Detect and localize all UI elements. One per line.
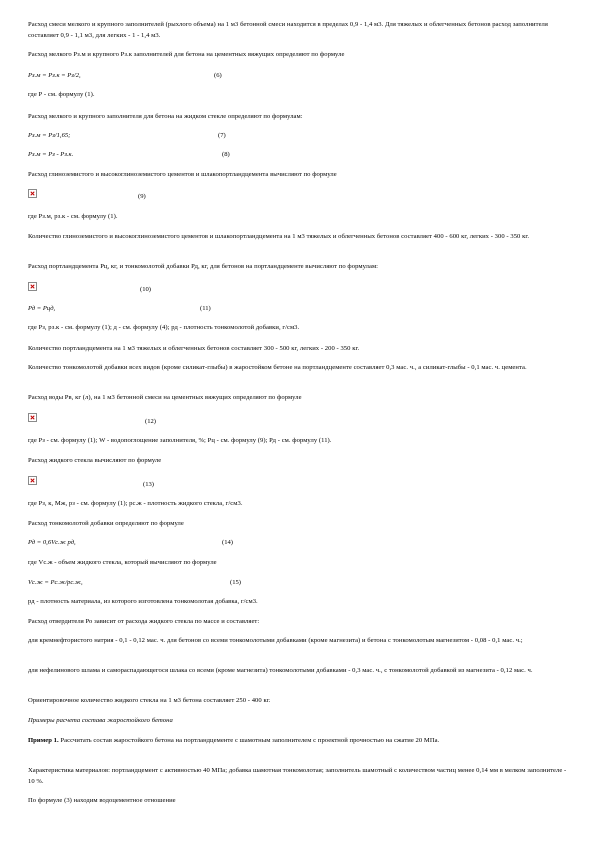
equation-14: Рд = 0,6Vс.ж рд, [28,539,76,546]
paragraph-portland-formula-intro: Расход портландцемента Рц, кг, и тонкомолотой добавки Рд, кг, для бетонов на портландцементе вычисляют по формулам: [28,263,379,270]
paragraph-where-vsg: где Vс.ж - объем жидкого стекла, который вычисляют по формуле [28,559,217,566]
equation-6-number: (6) [214,72,222,79]
paragraph-where-rzm: где Рз.м, рз.к - см. формулу (1). [28,213,118,220]
equation-8: Рз.м = Рз - Рз.к. [28,151,74,158]
broken-image-icon [28,476,37,485]
paragraph-rd-density: рд - плотность материала, из которого изготовлена тонкомолотая добавка, г/см3. [28,598,258,605]
section-heading-examples: Примеры расчета состава жаростойкого бетона [28,717,173,724]
equation-14-number: (14) [222,539,233,546]
paragraph-where-liquid-glass: где Рз, к, Мж, рз - см. формулу (1); рс.ж - плотность жидкого стекла, г/см3. [28,500,243,507]
paragraph-where-rz-rd: где Рз, рз.к - см. формулу (1); д - см. формулу (4); рд - плотность тонкомолотой добавки, г/см3. [28,324,300,331]
equation-11: Рд = Рцд, [28,305,56,312]
paragraph-where-p [28,90,573,101]
broken-image-icon [28,413,37,422]
equation-9-number: (9) [138,193,146,200]
equation-7: Рз.м = Рз/1,65; [28,132,71,139]
paragraph-materials: Характеристика материалов: портландцемент с активностью 40 МПа; добавка шамотная тонкомолотая; заполнитель шамотный с количеством частиц менее 0,14 мм в мелком заполнителе - 10 %. [28,767,567,785]
paragraph-aggregate-formula-intro: Расход мелкого Рз.м и крупного Рз.к заполнителей для бетона на цементных вяжущих определяют по формуле [28,51,345,58]
equation-10-number: (10) [140,286,151,293]
equation-7-number: (7) [218,132,226,139]
equation-13-number: (13) [143,481,154,488]
paragraph-cement-formula-intro: Расход глиноземистого и высокоглиноземистого цементов и шлакопортландцемента вычисляют по формуле [28,171,337,178]
paragraph-wc-ratio: По формуле (3) находим водоцементное отношение [28,797,176,804]
paragraph-additive-quantity: Количество тонкомолотой добавки всех видов (кроме силикат-глыбы) в жаростойком бетоне на портландцементе составляет 0,3 мас. ч., а силикат-глыбы - 0,1 мас. ч. цемента. [28,364,527,371]
equation-8-number: (8) [222,151,230,158]
equation-12-number: (12) [145,418,156,425]
paragraph-portland-quantity: Количество портландцемента на 1 м3 тяжелых и облегченных бетонов составляет 300 - 500 кг, легких - 200 - 350 кг. [28,345,360,352]
paragraph-liquid-glass-aggregate: Расход мелкого и крупного заполнителя для бетона на жидком стекле определяют по формулам: [28,113,303,120]
example-1-label: Пример 1. [28,737,59,744]
broken-image-icon [28,282,37,291]
broken-image-icon [28,189,37,198]
paragraph-example-1 [28,736,573,747]
equation-15: Vс.ж = Рс.ж/рс.ж, [28,579,83,586]
paragraph-hardener-silicofluoride: для кремнефтористого натрия - 0,1 - 0,12 мас. ч. для бетонов со всеми тонкомолотыми добавками (кроме магнезита) и бетона с тонкомолотым магнезитом - 0,08 - 0,1 мас. ч.; [28,637,523,644]
paragraph-aggregate-consumption: Расход смеси мелкого и крупного заполнителей (рыхлого объема) на 1 м3 бетонной смеси находится в пределах 0,9 - 1,4 м3. Для тяжелых и облегченных бетонов расход заполнителя составляет 0,9 - 1,1 м3, для легких - 1 - 1,4 м3. [28,21,548,39]
equation-15-number: (15) [230,579,241,586]
paragraph-where-p-text: где Р - см. формулу (1). [28,91,95,98]
paragraph-liquid-glass-quantity: Ориентировочное количество жидкого стекла на 1 м3 бетона составляет 250 - 400 кг. [28,697,271,704]
equation-6: Рз.м = Рз.к = Рз/2, [28,72,81,79]
paragraph-cement-quantity: Количество глиноземистого и высокоглиноземистого цементов и шлакопортландцемента на 1 м3 тяжелых и облегченных бетонов составляет 400 - 600 кг, легких - 300 - 350 кг. [28,233,530,240]
paragraph-hardener-nepheline: для нефелинового шлама и самораспадающегося шлака со всеми (кроме магнезита) тонкомолотыми добавками - 0,3 мас. ч., с тонкомолотой добавкой из магнезита - 0,12 мас. ч. [28,667,533,674]
paragraph-hardener-intro: Расход отвердителя Ро зависит от расхода жидкого стекла по массе и составляет: [28,618,260,625]
equation-11-number: (11) [200,305,211,312]
paragraph-additive-formula-intro: Расход тонкомолотой добавки определяют по формуле [28,520,184,527]
example-1-text: Рассчитать состав жаростойкого бетона на портландцементе с шамотным заполнителем с проектной прочностью на сжатие 20 МПа. [58,737,440,744]
paragraph-where-rz-w: где Рз - см. формулу (1); W - водопоглощение заполнителя, %; Рц - см. формулу (9); Рд - см. формулу (11). [28,437,332,444]
paragraph-water-formula-intro: Расход воды Рв, кг (л), на 1 м3 бетонной смеси на цементных вяжущих определяют по формуле [28,394,302,401]
paragraph-liquid-glass-intro: Расход жидкого стекла вычисляют по формуле [28,457,162,464]
